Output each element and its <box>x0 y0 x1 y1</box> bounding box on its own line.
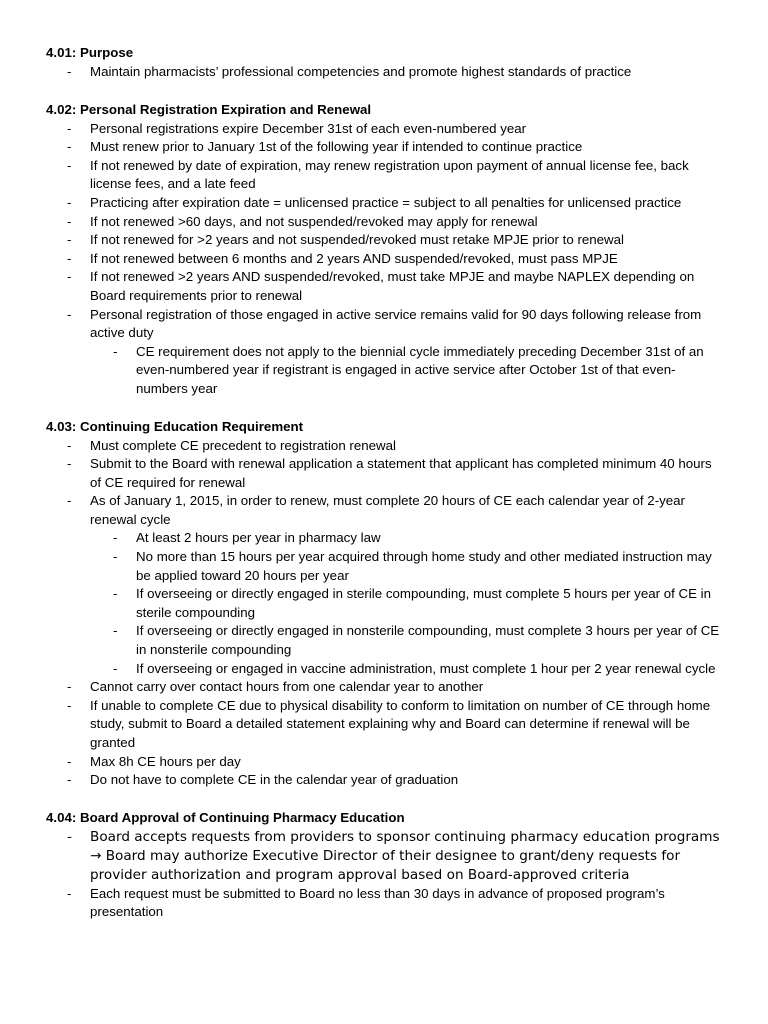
list-item <box>46 231 722 250</box>
list-item-text: Practicing after expiration date = unlicensed practice = subject to all penalties for unlicensed practice <box>90 194 682 210</box>
bullet-dash: - <box>67 828 72 845</box>
list-item-text: If not renewed between 6 months and 2 years AND suspended/revoked, must pass MPJE <box>90 250 618 266</box>
list-item-text: Max 8h CE hours per day <box>90 753 241 769</box>
list-item-text: Must renew prior to January 1st of the following year if intended to continue practice <box>90 139 583 155</box>
bullet-dash: - <box>113 586 118 602</box>
list-item <box>46 697 722 753</box>
section-heading: 4.01: Purpose <box>46 45 134 60</box>
list-item <box>46 771 722 790</box>
sub-list-item <box>46 622 722 659</box>
sub-list-item <box>46 660 722 679</box>
list-item-text: Each request must be submitted to Board no less than 30 days in advance of proposed program’s presentation <box>90 885 665 920</box>
list-item-text: If not renewed for >2 years and not suspended/revoked must retake MPJE prior to renewal <box>90 232 625 248</box>
section <box>46 809 722 922</box>
bullet-dash: - <box>67 250 72 266</box>
list-item-text: If overseeing or directly engaged in nonsterile compounding, must complete 3 hours per year of CE in nonsterile compounding <box>136 623 720 658</box>
bullet-dash: - <box>113 660 118 676</box>
list-item-text: Personal registration of those engaged in active service remains valid for 90 days following release from active duty <box>90 306 702 341</box>
list-item <box>46 194 722 213</box>
list-item-text: As of January 1, 2015, in order to renew, must complete 20 hours of CE each calendar year of 2-year renewal cycle <box>90 493 685 527</box>
bullet-dash: - <box>113 530 118 546</box>
bullet-dash: - <box>67 269 72 285</box>
section-heading: 4.04: Board Approval of Continuing Pharmacy Education <box>46 809 405 825</box>
sub-list-item <box>46 343 722 399</box>
bullet-dash: - <box>67 306 72 322</box>
list-item <box>46 828 722 885</box>
bullet-dash: - <box>67 679 72 695</box>
list-item-text: If overseeing or directly engaged in sterile compounding, must complete 5 hours per year of CE in sterile compounding <box>136 586 712 620</box>
list-item <box>46 138 722 157</box>
bullet-dash: - <box>113 549 118 565</box>
list-item-text: Cannot carry over contact hours from one calendar year to another <box>90 679 484 695</box>
list-item-text: Maintain pharmacists’ professional competencies and promote highest standards of practice <box>90 64 632 79</box>
list-item-text: Board accepts requests from providers to sponsor continuing pharmacy education programs → Board may authorize Executive Director of their designee to grant/deny requests for provider authorization and program approval based on Board-approved criteria <box>90 828 720 883</box>
list-item <box>46 753 722 772</box>
list-item <box>46 120 722 139</box>
list-item <box>46 250 722 269</box>
bullet-dash: - <box>67 697 72 713</box>
list-item <box>46 213 722 232</box>
bullet-dash: - <box>113 343 118 359</box>
list-item-text: Do not have to complete CE in the calendar year of graduation <box>90 772 459 788</box>
list-item-text: CE requirement does not apply to the biennial cycle immediately preceding December 31st of an even-numbered year if registrant is engaged in active service after October 1st of that even-numbers year <box>136 343 704 396</box>
bullet-dash: - <box>67 64 72 79</box>
list-item-text: Submit to the Board with renewal application a statement that applicant has completed minimum 40 hours of CE required for renewal <box>90 456 712 490</box>
list-item-text: Personal registrations expire December 31st of each even-numbered year <box>90 120 527 136</box>
bullet-dash: - <box>67 753 72 769</box>
section <box>46 418 722 790</box>
bullet-dash: - <box>67 194 72 210</box>
bullet-dash: - <box>113 623 118 639</box>
bullet-dash: - <box>67 157 72 173</box>
section-heading: 4.03: Continuing Education Requirement <box>46 418 304 434</box>
bullet-dash: - <box>67 139 72 155</box>
list-item <box>46 492 722 529</box>
list-item-text: Must complete CE precedent to registration renewal <box>90 437 396 453</box>
list-item-text: If not renewed >60 days, and not suspended/revoked may apply for renewal <box>90 213 538 229</box>
list-item-text: If not renewed by date of expiration, may renew registration upon payment of annual license fee, back license fees, and a late feed <box>90 157 689 192</box>
section <box>46 101 722 399</box>
bullet-dash: - <box>67 232 72 248</box>
list-item-text: If not renewed >2 years AND suspended/revoked, must take MPJE and maybe NAPLEX depending on Board requirements prior to renewal <box>90 269 695 303</box>
list-item-text: If unable to complete CE due to physical disability to conform to limitation on number of CE through home study, submit to Board a detailed statement explaining why and Board can determine if renewal will be granted <box>90 697 711 750</box>
list-item-text: No more than 15 hours per year acquired through home study and other mediated instruction may be applied toward 20 hours per year <box>136 549 712 583</box>
bullet-dash: - <box>67 437 72 453</box>
bullet-dash: - <box>67 885 72 901</box>
list-item <box>46 157 722 194</box>
list-item <box>46 678 722 697</box>
list-item-text: If overseeing or engaged in vaccine administration, must complete 1 hour per 2 year renewal cycle <box>136 660 716 676</box>
bullet-dash: - <box>67 493 72 509</box>
list-item-text: At least 2 hours per year in pharmacy law <box>136 530 381 546</box>
sub-list-item <box>46 529 722 548</box>
list-item <box>46 268 722 305</box>
section <box>46 44 722 82</box>
list-item <box>46 63 722 82</box>
list-item <box>46 437 722 456</box>
bullet-dash: - <box>67 456 72 472</box>
bullet-dash: - <box>67 772 72 788</box>
list-item <box>46 885 722 922</box>
bullet-dash: - <box>67 213 72 229</box>
bullet-dash: - <box>67 120 72 136</box>
sub-list-item <box>46 585 722 622</box>
list-item <box>46 455 722 492</box>
list-item <box>46 306 722 343</box>
section-heading: 4.02: Personal Registration Expiration and Renewal <box>46 101 372 117</box>
sub-list-item <box>46 548 722 585</box>
